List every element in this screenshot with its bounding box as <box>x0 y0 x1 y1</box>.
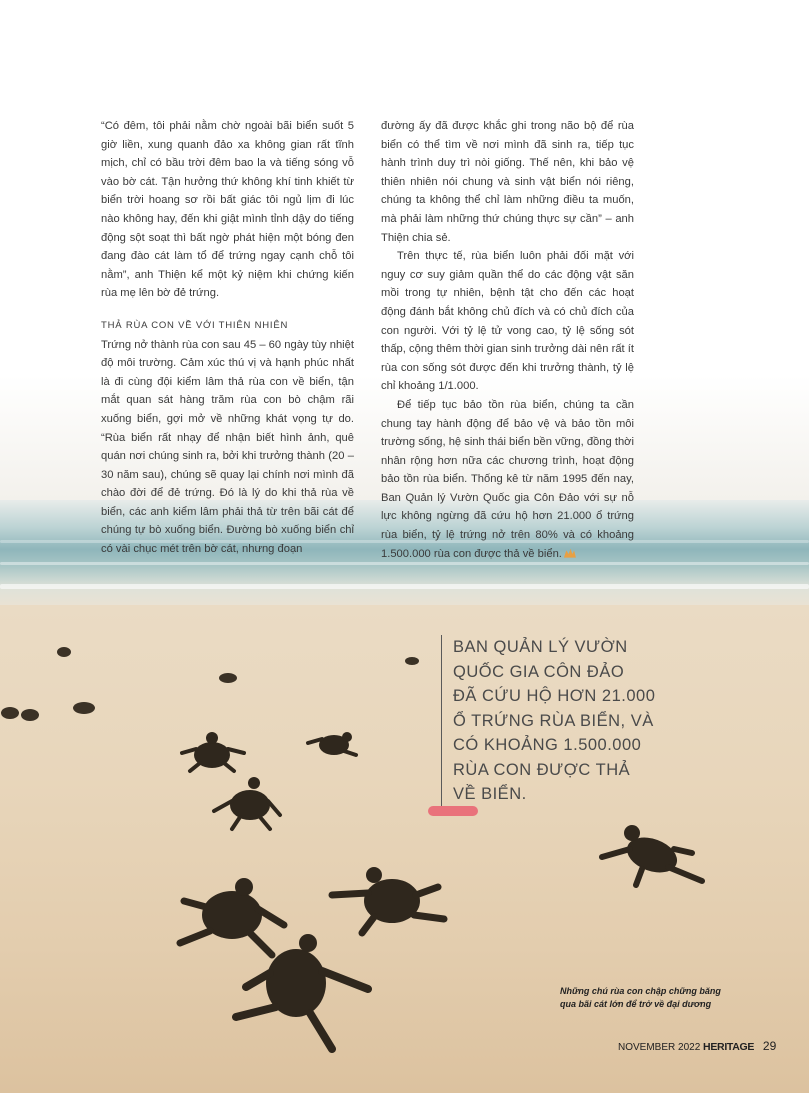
pull-quote-line: CÓ KHOẢNG 1.500.000 <box>453 736 642 754</box>
pull-quote <box>441 635 673 807</box>
article-left-column <box>101 117 354 559</box>
turtle-large-group <box>180 825 702 1049</box>
photo-caption <box>560 985 770 1011</box>
lotus-end-mark-icon <box>564 549 576 558</box>
pull-quote-line: Ổ TRỨNG RÙA BIỂN, VÀ <box>453 711 654 730</box>
pull-quote-line: BAN QUẢN LÝ VƯỜN <box>453 638 628 656</box>
intro-paragraph: “Có đêm, tôi phải nằm chờ ngoài bãi biển suốt 5 giờ liền, xung quanh đảo xa không gian rất tĩnh mịch, chỉ có bầu trời đêm bao la và tiếng sóng vỗ vào bờ cát. Tận hưởng thứ không khí tinh khiết từ biển trời hoang sơ rồi bất giác tôi ngủ lịm đi lúc nào không hay, đến khi giật mình tỉnh dậy do tiếng động sột soạt thì bất ngờ phát hiện một bóng đen đang đào cát làm tổ để trứng ngay cạnh chỗ tôi nằm”, anh Thiện kể một kỷ niệm khi chứng kiến rùa mẹ lên bờ đẻ trứng. <box>101 120 354 300</box>
caption-line: qua bãi cát lớn để trở về đại dương <box>560 999 712 1009</box>
page-footer <box>618 1039 776 1055</box>
turtle-illustrations <box>0 605 809 1093</box>
caption-line: Những chú rùa con chập chững băng <box>560 986 721 996</box>
magazine-name: HERITAGE <box>703 1041 755 1053</box>
pull-quote-line: VỀ BIỂN. <box>453 785 527 803</box>
pull-quote-accent-bar <box>428 806 478 816</box>
pull-quote-line: ĐÃ CỨU HỘ HƠN 21.000 <box>453 687 656 705</box>
page-number: 29 <box>762 1039 777 1053</box>
body-paragraph-continued: đường ấy đã được khắc ghi trong não bộ để rùa biển có thể tìm về nơi mình đã sinh ra, tiếp tục hành trình duy trì nòi giống. Thế nên, khi bảo vệ thiên nhiên nói chung và sinh vật biển nói riêng, chúng ta không thể chỉ làm những điều ta muốn, mà phải làm những thứ chúng thực sự cần” – anh Thiện chia sẻ. <box>381 120 634 244</box>
turtle-medium-group <box>182 732 356 829</box>
pull-quote-line: RÙA CON ĐƯỢC THẢ <box>453 760 631 779</box>
closing-paragraph <box>381 396 634 563</box>
pull-quote-line: QUỐC GIA CÔN ĐẢO <box>453 662 625 681</box>
body-paragraph: Trên thực tế, rùa biển luôn phải đối mặt với nguy cơ suy giảm quần thể do các động vật săn mồi trong tự nhiên, bệnh tật cho đến các hoạt động đánh bắt không chủ đích và có chủ đích của con người. Với tỷ lệ tử vong cao, tỷ lệ sống sót thấp, cộng thêm thời gian sinh trưởng dài nên rất ít rùa con sống sót được đến khi trưởng thành, tỷ lệ chỉ khoảng 1/1.000. <box>381 250 634 393</box>
article-right-column <box>381 117 634 563</box>
wave-foam <box>0 584 809 589</box>
body-paragraph: Trứng nở thành rùa con sau 45 – 60 ngày tùy nhiệt độ môi trường. Cảm xúc thú vị và hạnh phúc nhất là đi cùng đội kiểm lâm thả rùa con về biển, tận mắt quan sát hàng trăm rùa con bò chậm rãi xuống biển, gợi mở về những khát vọng tự do. “Rùa biển rất nhạy để nhận biết hình ảnh, quê quán nơi chúng sinh ra, bởi khi trưởng thành (20 –30 năm sau), chúng sẽ quay lại chính nơi mình đã chào đời để đẻ trứng. Đó là lý do khi thả rùa về biển, các anh kiểm lâm phải thả từ trên bãi cát để chúng tự bò xuống biển. Đường bò xuống biển chỉ có vài chục mét trên bờ cát, nhưng đoạn <box>101 338 354 556</box>
section-heading: THẢ RÙA CON VỀ VỚI THIÊN NHIÊN <box>101 319 289 331</box>
turtle-small-group <box>1 647 419 721</box>
closing-paragraph-text: Để tiếp tục bảo tồn rùa biển, chúng ta cần chung tay hành động để bảo vệ và bảo tồn môi trường sống, hệ sinh thái biển bền vững, đồng thời nhân rộng hơn nữa các chương trình, hoạt động bảo tồn rùa biển. Thống kê từ năm 1995 đến nay, Ban Quản lý Vườn Quốc gia Côn Đảo với sự nỗ lực không ngừng đã cứu hộ hơn 21.000 ổ trứng rùa biển, tỷ lệ trứng nở trên 80% và có khoảng 1.500.000 rùa con được thả về biển. <box>381 398 634 560</box>
issue-date: NOVEMBER 2022 <box>618 1042 701 1053</box>
